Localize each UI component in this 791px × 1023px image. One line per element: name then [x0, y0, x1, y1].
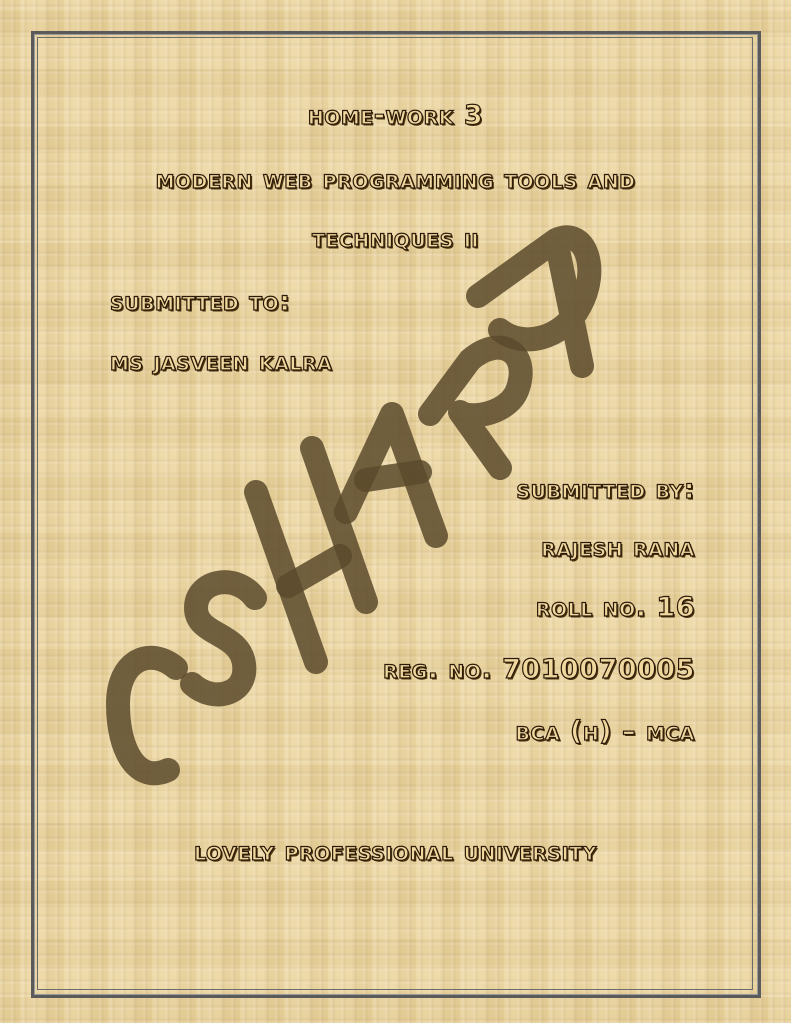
program-name: bca (h) – mca: [515, 716, 695, 747]
university-name: lovely professional university: [194, 836, 597, 867]
registration-number: reg. no. 7010070005: [383, 654, 695, 685]
submitted-by-label: submitted by:: [516, 474, 695, 505]
subject-line-1: modern web programming tools and: [155, 164, 636, 195]
subject-line-2: techniques ii: [311, 223, 480, 254]
student-name: rajesh rana: [541, 532, 695, 563]
homework-title: home-work 3: [307, 100, 484, 131]
submitted-to-name: ms jasveen kalra: [110, 346, 333, 377]
roll-number: roll no. 16: [535, 592, 695, 623]
submitted-to-label: submitted to:: [110, 286, 291, 317]
